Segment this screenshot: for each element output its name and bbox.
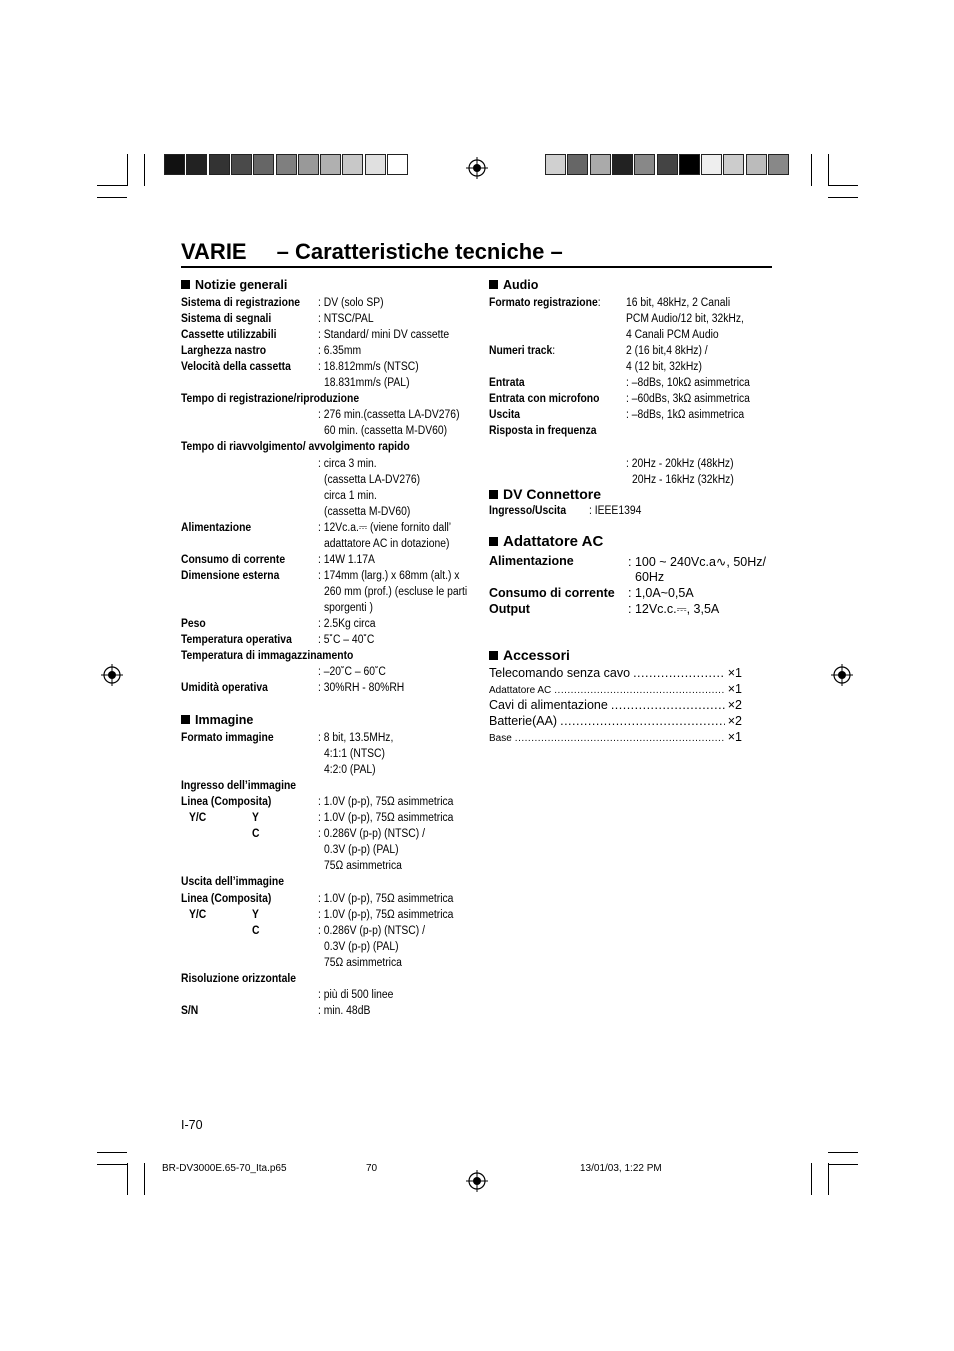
spec-label: Temperatura operativa <box>181 634 292 647</box>
spec-value: 260 mm (prof.) (escluse le parti <box>324 585 468 598</box>
spec-label: Dimensione esterna <box>181 569 280 582</box>
spec-label: Tempo di riavvolgimento/ avvolgimento rapido <box>181 441 410 454</box>
spec-label: Peso <box>181 618 206 630</box>
spec-value: 4:1:1 (NTSC) <box>324 748 385 761</box>
section-heading-generali: Notizie generali <box>181 278 287 292</box>
color-swatch <box>342 154 363 175</box>
accessory-quantity: ×1 <box>727 682 742 696</box>
crop-mark <box>144 1163 145 1195</box>
spec-value: : più di 500 linee <box>318 988 394 1001</box>
accessory-item <box>489 730 742 744</box>
spec-value: : 14W 1.17A <box>318 553 375 566</box>
spec-value: : 6.35mm <box>318 345 362 358</box>
spec-sublabel: C <box>252 924 260 937</box>
spec-value: 16 bit, 48kHz, 2 Canali <box>626 297 731 309</box>
spec-value: : 2.5Kg circa <box>318 618 376 630</box>
spec-value: 4 Canali PCM Audio <box>626 329 719 342</box>
footer-filename: BR-DV3000E.65-70_Ita.p65 <box>162 1163 287 1174</box>
page-number: I-70 <box>181 1118 203 1132</box>
spec-label: S/N <box>181 1004 199 1017</box>
spec-value: : 0.286V (p-p) (NTSC) / <box>318 924 425 937</box>
color-swatch <box>679 154 700 175</box>
accessory-item <box>489 666 742 680</box>
spec-sublabel: C <box>252 828 260 841</box>
registration-mark-icon <box>466 157 488 179</box>
square-bullet-icon <box>181 715 190 724</box>
spec-value: 60Hz <box>635 570 665 584</box>
spec-label: Larghezza nastro <box>181 345 267 358</box>
spec-label: Tempo di registrazione/riproduzione <box>181 393 360 406</box>
spec-label: Consumo di corrente <box>181 553 286 566</box>
accessory-item <box>489 714 742 728</box>
crop-mark <box>811 1163 812 1195</box>
label-colon: : <box>552 345 556 358</box>
color-swatch <box>253 154 274 175</box>
square-bullet-icon <box>489 651 498 660</box>
spec-value: sporgenti ) <box>324 601 373 614</box>
spec-label: Sistema di segnali <box>181 313 272 326</box>
accessory-name: Base <box>489 733 512 744</box>
color-swatch <box>723 154 744 175</box>
square-bullet-icon <box>489 490 498 499</box>
spec-value: : 100 ~ 240Vc.a∿, 50Hz/ <box>628 555 766 569</box>
spec-value: : 1.0V (p-p), 75Ω asimmetrica <box>318 812 454 825</box>
spec-label: Ingresso/Uscita <box>489 505 567 517</box>
accessory-item <box>489 698 742 712</box>
page-title <box>181 238 563 266</box>
spec-value: 20Hz - 16kHz (32kHz) <box>632 473 734 486</box>
section-heading-accessori: Accessori <box>489 647 570 663</box>
spec-value: : min. 48dB <box>318 1004 371 1017</box>
footer-date: 13/01/03, 1:22 PM <box>580 1163 662 1174</box>
crop-mark <box>828 1152 858 1153</box>
spec-value: : 8 bit, 13.5MHz, <box>318 732 394 744</box>
color-swatch <box>231 154 252 175</box>
accessory-name: Cavi di alimentazione <box>489 698 608 712</box>
spec-value: : 18.812mm/s (NTSC) <box>318 361 419 374</box>
square-bullet-icon <box>181 280 190 289</box>
dot-leader <box>633 666 725 680</box>
registration-mark-icon <box>466 1170 488 1192</box>
color-swatch <box>209 154 230 175</box>
accessory-name: Telecomando senza cavo <box>489 666 631 680</box>
crop-mark <box>828 1164 858 1165</box>
color-swatch <box>164 154 185 175</box>
color-swatch <box>365 154 386 175</box>
spec-label: Sistema di registrazione <box>181 297 301 309</box>
accessory-quantity: ×1 <box>727 666 742 680</box>
spec-label: Uscita <box>489 409 521 422</box>
spec-value: : 30%RH - 80%RH <box>318 682 405 695</box>
spec-value: 18.831mm/s (PAL) <box>324 377 410 390</box>
crop-mark <box>828 185 858 186</box>
spec-label: Linea (Composita) <box>181 796 272 809</box>
spec-label: Cassette utilizzabili <box>181 329 277 342</box>
color-swatch <box>746 154 767 175</box>
accessory-name: Adattatore AC <box>489 685 552 696</box>
spec-value: : 12Vc.a.⎓ (viene fornito dall’ <box>318 521 452 534</box>
section-heading-immagine: Immagine <box>181 713 253 727</box>
spec-value: : 1.0V (p-p), 75Ω asimmetrica <box>318 908 454 921</box>
dot-leader <box>554 685 724 696</box>
spec-value: 0.3V (p-p) (PAL) <box>324 844 399 857</box>
registration-mark-icon <box>831 664 853 686</box>
spec-label: Alimentazione <box>489 554 574 568</box>
crop-mark <box>828 154 829 186</box>
crop-mark <box>97 1152 127 1153</box>
accessory-item <box>489 682 742 696</box>
spec-sublabel: Y <box>252 812 259 825</box>
crop-mark <box>97 1164 127 1165</box>
color-swatch <box>634 154 655 175</box>
spec-value: : Standard/ mini DV cassette <box>318 329 450 342</box>
spec-label: Linea (Composita) <box>181 892 272 905</box>
crop-mark <box>144 154 145 186</box>
spec-value: : circa 3 min. <box>318 457 377 470</box>
spec-value: : 12Vc.c.⎓, 3,5A <box>628 602 720 616</box>
color-swatch <box>186 154 207 175</box>
spec-value: circa 1 min. <box>324 489 377 502</box>
spec-label: Velocità della cassetta <box>181 361 291 374</box>
spec-value: (cassetta LA-DV276) <box>324 473 421 486</box>
color-swatch <box>387 154 408 175</box>
spec-value: 4 (12 bit, 32kHz) <box>626 361 702 374</box>
color-swatch <box>612 154 633 175</box>
accessory-quantity: ×2 <box>727 698 742 712</box>
color-swatch <box>298 154 319 175</box>
spec-value: 60 min. (cassetta M-DV60) <box>324 425 448 438</box>
color-swatch <box>768 154 789 175</box>
crop-mark <box>97 197 127 198</box>
color-swatch <box>567 154 588 175</box>
spec-value: : DV (solo SP) <box>318 297 384 309</box>
accessory-name: Batterie(AA) <box>489 714 558 728</box>
spec-value: : –8dBs, 1kΩ asimmetrica <box>626 409 745 422</box>
spec-value: adattatore AC in dotazione) <box>324 537 450 550</box>
color-swatch <box>320 154 341 175</box>
crop-mark <box>828 1163 829 1195</box>
color-swatch <box>590 154 611 175</box>
spec-label: Entrata <box>489 377 525 390</box>
section-heading-adattatore: Adattatore AC <box>489 533 603 550</box>
spec-value: : 1.0V (p-p), 75Ω asimmetrica <box>318 892 454 905</box>
spec-label: Formato registrazione: <box>489 297 601 309</box>
dot-leader <box>611 698 725 712</box>
title-main: VARIE <box>181 239 247 264</box>
color-swatch <box>657 154 678 175</box>
spec-label: Umidità operativa <box>181 682 268 695</box>
spec-value: 2 (16 bit,4 8kHz) / <box>626 345 708 358</box>
spec-label: Risoluzione orizzontale <box>181 972 297 985</box>
spec-label: Uscita dell’immagine <box>181 876 284 889</box>
spec-label: Temperatura di immagazzinamento <box>181 650 354 663</box>
square-bullet-icon <box>489 537 498 546</box>
spec-value: : NTSC/PAL <box>318 313 374 326</box>
color-swatch <box>276 154 297 175</box>
crop-mark <box>97 185 127 186</box>
accessory-quantity: ×1 <box>727 730 742 744</box>
crop-mark <box>811 154 812 186</box>
spec-value: : 1.0V (p-p), 75Ω asimmetrica <box>318 796 454 809</box>
label-colon: : <box>597 297 601 309</box>
spec-value: : IEEE1394 <box>589 505 642 517</box>
section-heading-dv: DV Connettore <box>489 486 601 502</box>
spec-value: : –20˚C – 60˚C <box>318 666 386 679</box>
spec-label: Output <box>489 602 530 616</box>
spec-value: PCM Audio/12 bit, 32kHz, <box>626 313 744 326</box>
spec-label: Risposta in frequenza <box>489 425 597 438</box>
crop-mark <box>127 154 128 186</box>
section-heading-audio: Audio <box>489 278 538 292</box>
spec-value: : –60dBs, 3kΩ asimmetrica <box>626 393 750 406</box>
spec-label: Alimentazione <box>181 521 252 534</box>
spec-label: Y/C <box>189 812 207 825</box>
spec-value: : 0.286V (p-p) (NTSC) / <box>318 828 425 841</box>
crop-mark <box>828 197 858 198</box>
title-rule <box>181 266 772 268</box>
spec-value: : 174mm (larg.) x 68mm (alt.) x <box>318 569 460 582</box>
spec-sublabel: Y <box>252 908 259 921</box>
spec-value: : 5˚C – 40˚C <box>318 634 375 647</box>
spec-value: (cassetta M-DV60) <box>324 505 411 518</box>
registration-mark-icon <box>101 664 123 686</box>
dot-leader <box>515 733 725 744</box>
color-swatch <box>701 154 722 175</box>
spec-label: Numeri track: <box>489 345 556 358</box>
title-sub: – Caratteristiche tecniche – <box>276 239 563 264</box>
spec-value: 0.3V (p-p) (PAL) <box>324 940 399 953</box>
spec-label: Ingresso dell’immagine <box>181 780 297 793</box>
spec-label: Consumo di corrente <box>489 586 615 600</box>
spec-value: 75Ω asimmetrica <box>324 956 402 969</box>
spec-value: : 20Hz - 20kHz (48kHz) <box>626 457 734 470</box>
spec-value: : –8dBs, 10kΩ asimmetrica <box>626 377 750 390</box>
square-bullet-icon <box>489 280 498 289</box>
spec-label: Entrata con microfono <box>489 393 600 406</box>
spec-label: Y/C <box>189 908 207 921</box>
color-swatch <box>545 154 566 175</box>
dot-leader <box>560 714 725 728</box>
spec-label: Formato immagine <box>181 732 274 744</box>
spec-value: 75Ω asimmetrica <box>324 860 402 873</box>
spec-value: : 276 min.(cassetta LA-DV276) <box>318 409 460 422</box>
spec-value: 4:2:0 (PAL) <box>324 764 376 777</box>
accessory-quantity: ×2 <box>727 714 742 728</box>
crop-mark <box>127 1163 128 1195</box>
spec-value: : 1,0A~0,5A <box>628 586 694 600</box>
footer-page: 70 <box>366 1163 378 1174</box>
